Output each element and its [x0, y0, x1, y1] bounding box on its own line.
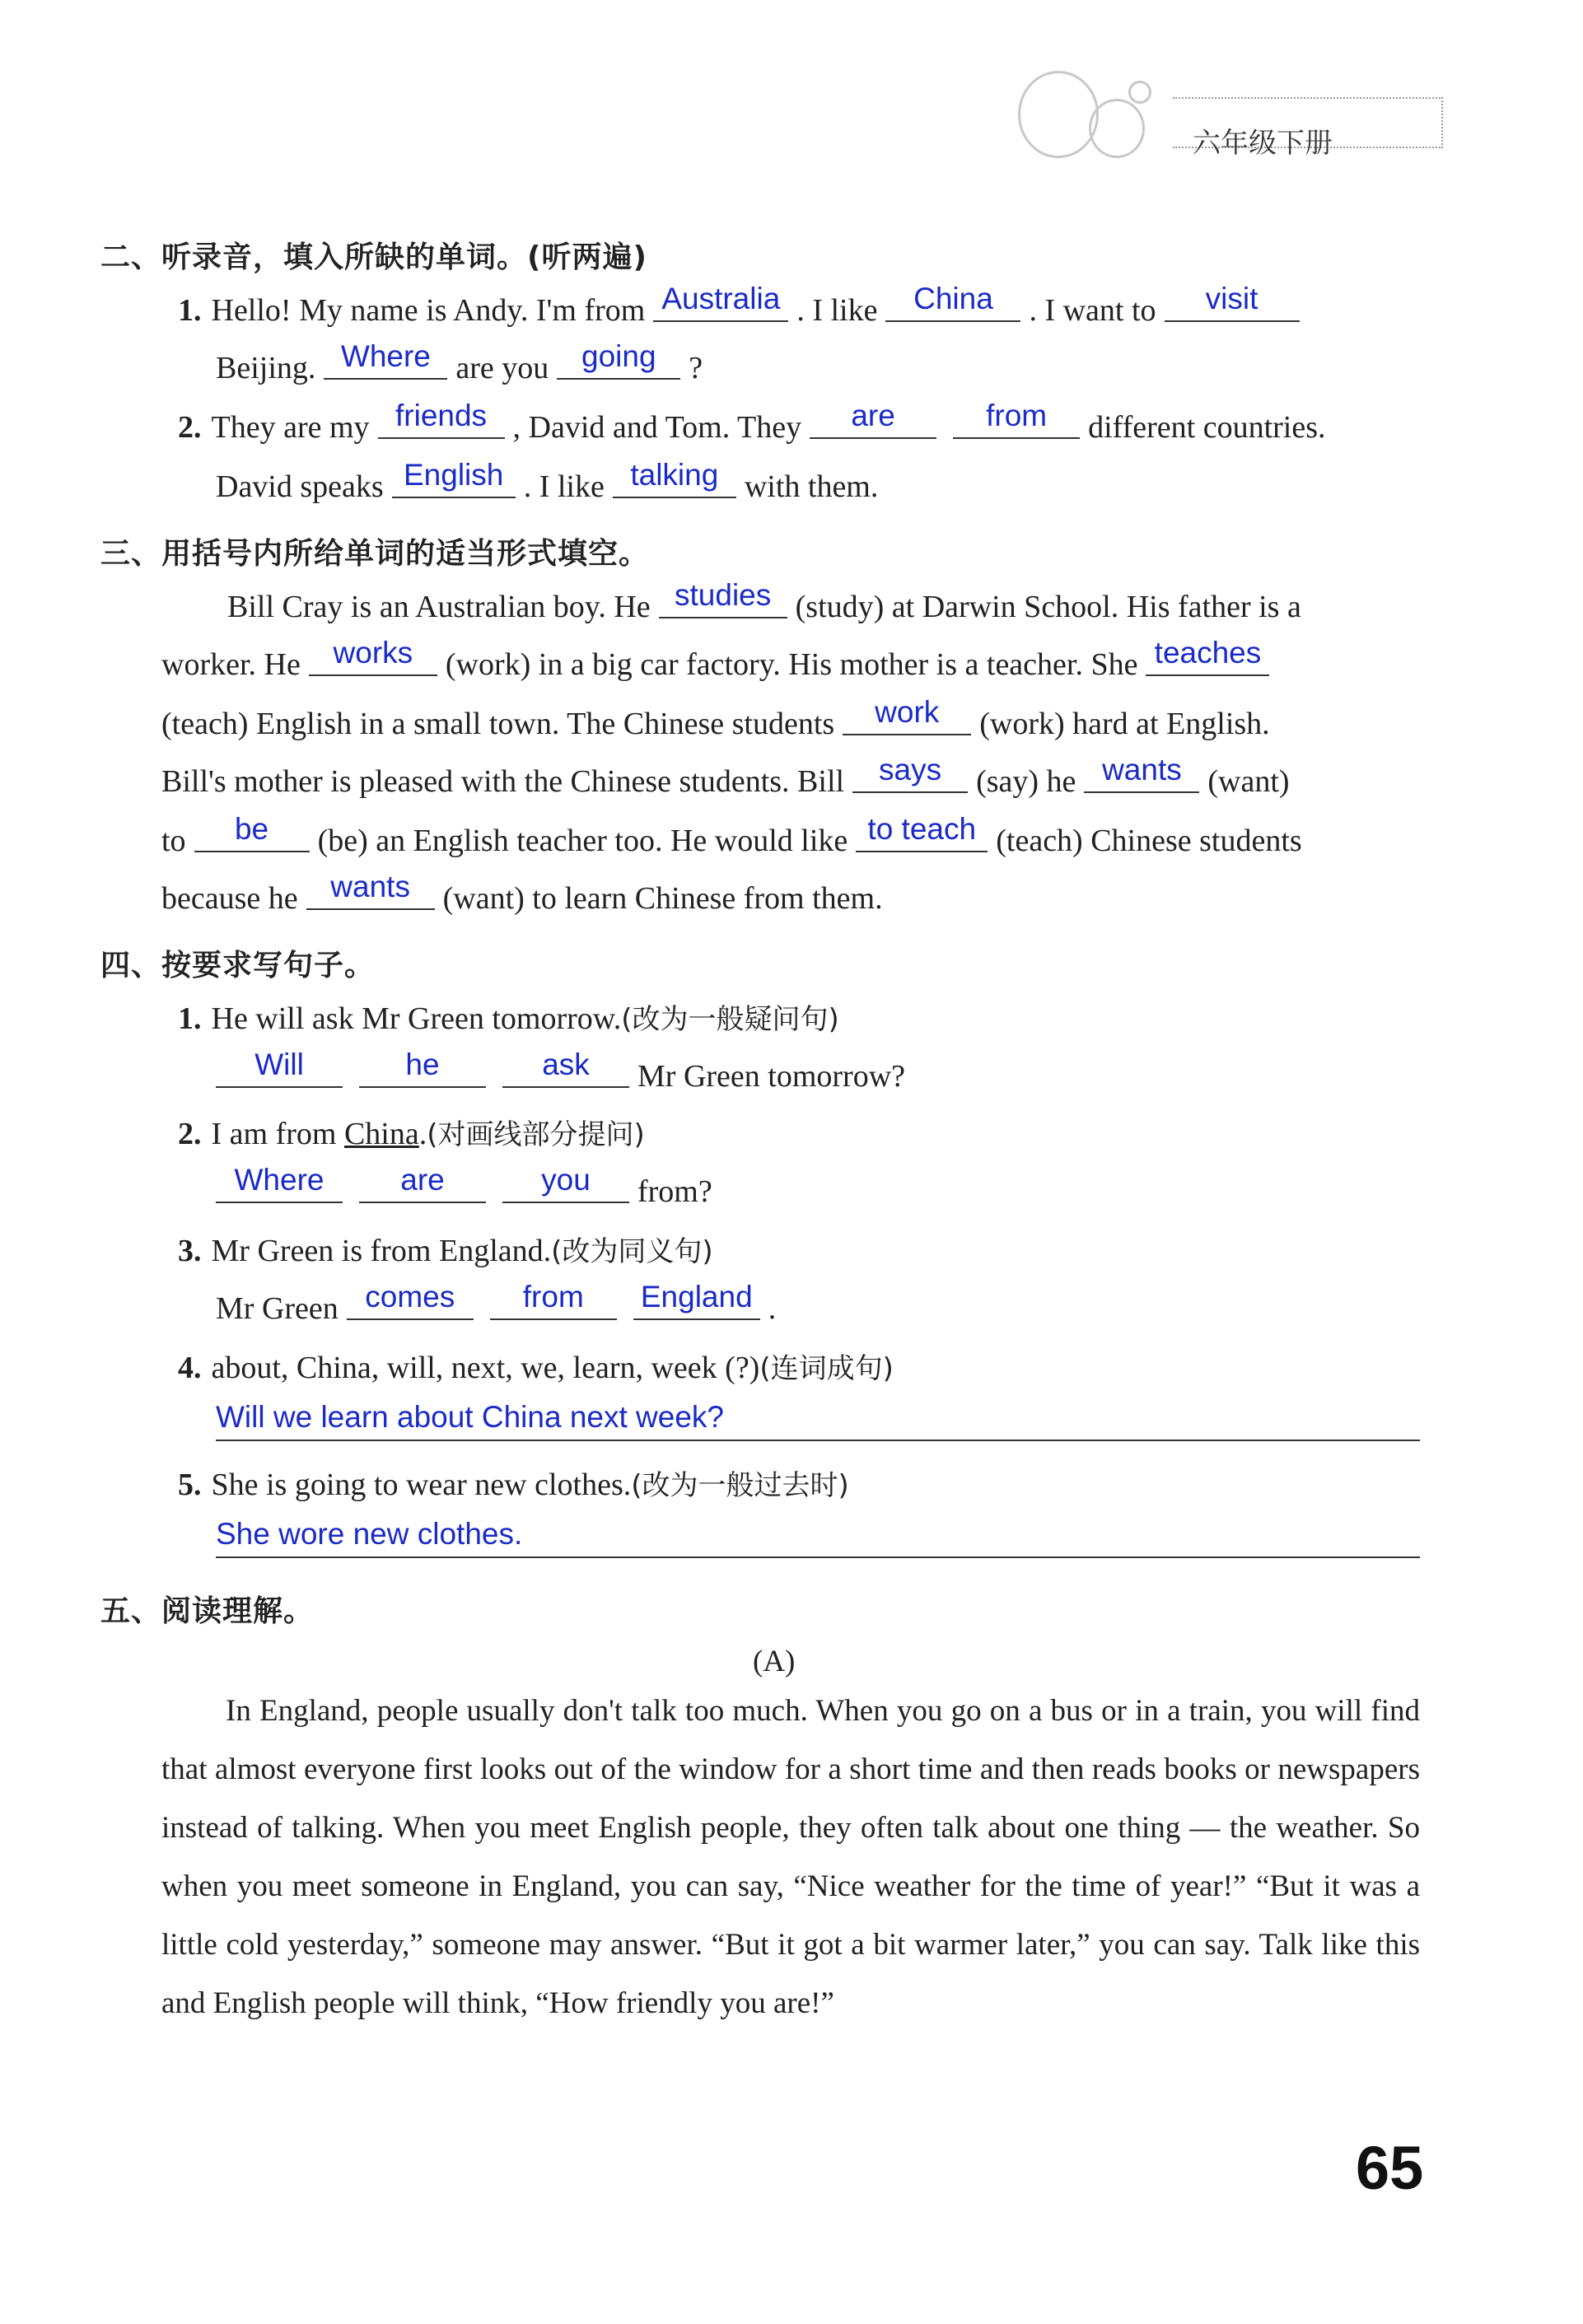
text: with them. — [744, 469, 879, 504]
text: . — [418, 1117, 427, 1151]
answer-blank: teaches — [1146, 637, 1269, 676]
text: (work) in a big car factory. His mother is a teacher. She — [445, 647, 1138, 682]
s3-line5 — [161, 812, 1302, 864]
answer-blank: be — [194, 814, 310, 852]
question-number: 1. — [178, 293, 202, 328]
text: (want) — [1207, 764, 1290, 799]
s4-q5-answer: She wore new clothes. — [216, 1517, 1420, 1558]
s3-line3 — [161, 695, 1270, 747]
s3-line1 — [227, 578, 1301, 630]
text: worker. He — [161, 647, 301, 682]
ab-logo-icon — [1018, 71, 1099, 158]
passage-label: (A) — [753, 1645, 796, 1678]
answer-blank: wants — [306, 871, 435, 910]
text: They are my — [211, 410, 370, 445]
text: , David and Tom. They — [512, 410, 802, 445]
s2-q2-line1 — [178, 399, 1326, 450]
s4-q1 — [178, 1003, 839, 1034]
text: to — [161, 824, 186, 858]
text: (say) he — [976, 764, 1076, 799]
section-4-title: 四、按要求写句子。 — [100, 949, 376, 982]
s4-q2-answer — [208, 1163, 712, 1215]
text: . I like — [796, 293, 878, 328]
text: Mr Green tomorrow? — [637, 1059, 906, 1094]
text: Mr Green — [216, 1291, 339, 1326]
s3-line2 — [161, 636, 1277, 688]
text: Bill Cray is an Australian boy. He — [227, 590, 651, 624]
text: (study) at Darwin School. His father is a — [795, 590, 1301, 624]
s4-q3 — [178, 1235, 713, 1267]
s4-q3-answer — [216, 1280, 777, 1332]
answer-blank: he — [359, 1049, 486, 1088]
answer-blank: you — [502, 1164, 629, 1203]
text: Beijing. — [216, 351, 316, 385]
answer-blank: England — [633, 1281, 760, 1320]
answer-blank: talking — [613, 460, 736, 498]
s2-q2-line2 — [216, 458, 879, 510]
text: (want) to learn Chinese from them. — [442, 881, 883, 916]
text: He will ask Mr Green tomorrow. — [211, 1001, 622, 1036]
text: . I like — [523, 469, 605, 504]
text: (be) an English teacher too. He would like — [317, 824, 848, 858]
text: I am from — [211, 1117, 344, 1151]
ab-logo-icon-b — [1089, 99, 1145, 158]
hint: (改为一般疑问句) — [621, 1003, 839, 1036]
hint: (改为同义句) — [551, 1235, 713, 1268]
answer-blank: ask — [502, 1049, 629, 1088]
text: (teach) English in a small town. The Chinese students — [161, 707, 835, 741]
question-number: 5. — [178, 1468, 202, 1502]
question-number: 1. — [178, 1001, 202, 1036]
hint: (改为一般过去时) — [631, 1469, 849, 1502]
text: (work) hard at English. — [979, 707, 1270, 741]
s4-q2 — [178, 1118, 645, 1150]
section-2-title: 二、听录音，填入所缺的单词。(听两遍) — [100, 240, 647, 274]
text: Hello! My name is Andy. I'm from — [211, 293, 646, 328]
text: from? — [637, 1174, 712, 1209]
text: ? — [689, 351, 703, 385]
s4-q5 — [178, 1469, 849, 1500]
section-3-title: 三、用括号内所给单词的适当形式填空。 — [100, 537, 650, 571]
answer-blank: to teach — [856, 814, 988, 852]
underlined-word: China — [343, 1117, 419, 1151]
text: . I want to — [1029, 293, 1156, 328]
answer-blank: are — [810, 400, 936, 439]
s4-q4 — [178, 1352, 894, 1384]
text: because he — [161, 881, 298, 916]
hint: (对画线部分提问) — [427, 1118, 645, 1151]
s2-q1-line2 — [216, 339, 703, 391]
answer-blank: from — [490, 1281, 617, 1320]
s4-q4-answer: Will we learn about China next week? — [216, 1400, 1420, 1441]
ab-logo-icon-dot — [1128, 81, 1151, 104]
s3-line4 — [161, 753, 1290, 805]
answer-blank: Where — [216, 1164, 343, 1203]
answer-blank: says — [852, 754, 968, 793]
header-grade: 六年级下册 — [1193, 127, 1333, 160]
answer-blank: comes — [347, 1281, 474, 1320]
answer-blank: Where — [324, 341, 447, 380]
question-number: 2. — [178, 410, 202, 445]
answer-blank: wants — [1084, 754, 1199, 793]
s2-q1-line1 — [178, 282, 1308, 334]
answer-blank: studies — [659, 580, 787, 618]
answer-blank: China — [885, 283, 1020, 322]
answer-blank: from — [953, 400, 1080, 439]
text: She is going to wear new clothes. — [211, 1468, 632, 1502]
text: Bill's mother is pleased with the Chinese students. Bill — [161, 764, 845, 799]
text: are you — [455, 351, 549, 385]
text: about, China, will, next, we, learn, week (?) — [211, 1351, 760, 1385]
answer-blank: works — [309, 637, 437, 676]
answer-blank: visit — [1165, 283, 1300, 322]
text: David speaks — [216, 469, 384, 504]
answer-blank: are — [359, 1164, 486, 1203]
reading-passage: In England, people usually don't talk too much. When you go on a bus or in a train, you will find that almost everyone first looks out of the window for a short time and then reads books or newspapers instead of talking. When you meet English people, they often talk about one thing — the weather. So when you meet someone in England, you can say, “Nice weather for the time of year!” “But it was a little cold yesterday,” someone may answer. “But it got a bit warmer later,” you can say. Talk like this and English people will think, “How friendly you are!” — [161, 1694, 1420, 2020]
s3-line6 — [161, 870, 883, 922]
section-5-title: 五、阅读理解。 — [100, 1594, 315, 1628]
answer-blank: Will — [216, 1049, 343, 1088]
text: . — [768, 1291, 777, 1326]
answer-blank: friends — [378, 400, 505, 439]
answer-blank: English — [392, 460, 516, 498]
page-number: 65 — [1356, 2134, 1424, 2202]
question-number: 2. — [178, 1117, 202, 1151]
text: different countries. — [1088, 410, 1326, 445]
answer-blank: Australia — [653, 283, 788, 322]
text: (teach) Chinese students — [996, 824, 1302, 858]
hint: (连词成句) — [759, 1352, 894, 1385]
text: Mr Green is from England. — [211, 1234, 552, 1268]
question-number: 3. — [178, 1234, 202, 1268]
s4-q1-answer — [208, 1048, 906, 1099]
answer-blank: going — [557, 341, 680, 380]
answer-blank: work — [843, 697, 971, 735]
question-number: 4. — [178, 1351, 202, 1385]
